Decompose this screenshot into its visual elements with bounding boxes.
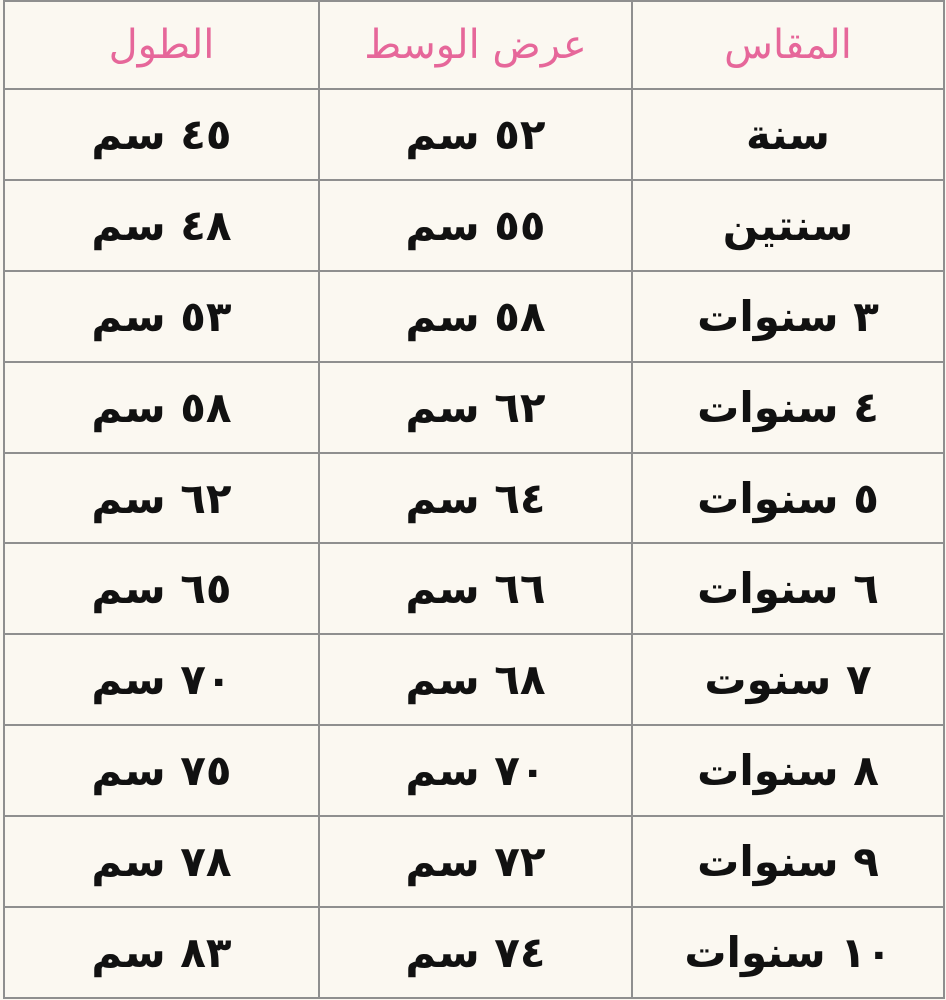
table-row [4,634,944,725]
table-row [4,89,944,180]
waist-cell: ٥٨ سم [319,271,632,362]
waist-cell: ٦٢ سم [319,362,632,453]
waist-cell: ٧٤ سم [319,907,632,998]
table-row [4,816,944,907]
length-cell: ٥٨ سم [4,362,319,453]
length-cell: ٧٥ سم [4,725,319,816]
length-cell: ٦٢ سم [4,453,319,544]
table-row [4,453,944,544]
size-cell: ٤ سنوات [632,362,944,453]
waist-cell: ٧٢ سم [319,816,632,907]
length-cell: ٦٥ سم [4,543,319,634]
length-cell: ٥٣ سم [4,271,319,362]
waist-cell: ٥٢ سم [319,89,632,180]
size-cell: ١٠ سنوات [632,907,944,998]
waist-cell: ٧٠ سم [319,725,632,816]
length-cell: ٨٣ سم [4,907,319,998]
header-row [4,1,944,89]
waist-cell: ٥٥ سم [319,180,632,271]
size-cell: ٦ سنوات [632,543,944,634]
size-cell: سنتين [632,180,944,271]
size-cell: سنة [632,89,944,180]
table-row [4,907,944,998]
size-cell: ٩ سنوات [632,816,944,907]
waist-cell: ٦٦ سم [319,543,632,634]
size-chart-container [3,0,943,997]
table-row [4,725,944,816]
waist-cell: ٦٨ سم [319,634,632,725]
length-cell: ٧٨ سم [4,816,319,907]
length-cell: ٤٥ سم [4,89,319,180]
table-row [4,362,944,453]
length-cell: ٤٨ سم [4,180,319,271]
table-row [4,543,944,634]
table-row [4,271,944,362]
waist-cell: ٦٤ سم [319,453,632,544]
length-cell: ٧٠ سم [4,634,319,725]
header-length: الطول [4,1,319,89]
size-cell: ٥ سنوات [632,453,944,544]
header-size: المقاس [632,1,944,89]
size-cell: ٣ سنوات [632,271,944,362]
size-cell: ٧ سنوت [632,634,944,725]
header-waist: عرض الوسط [319,1,632,89]
size-cell: ٨ سنوات [632,725,944,816]
size-chart-table [3,0,945,999]
table-row [4,180,944,271]
